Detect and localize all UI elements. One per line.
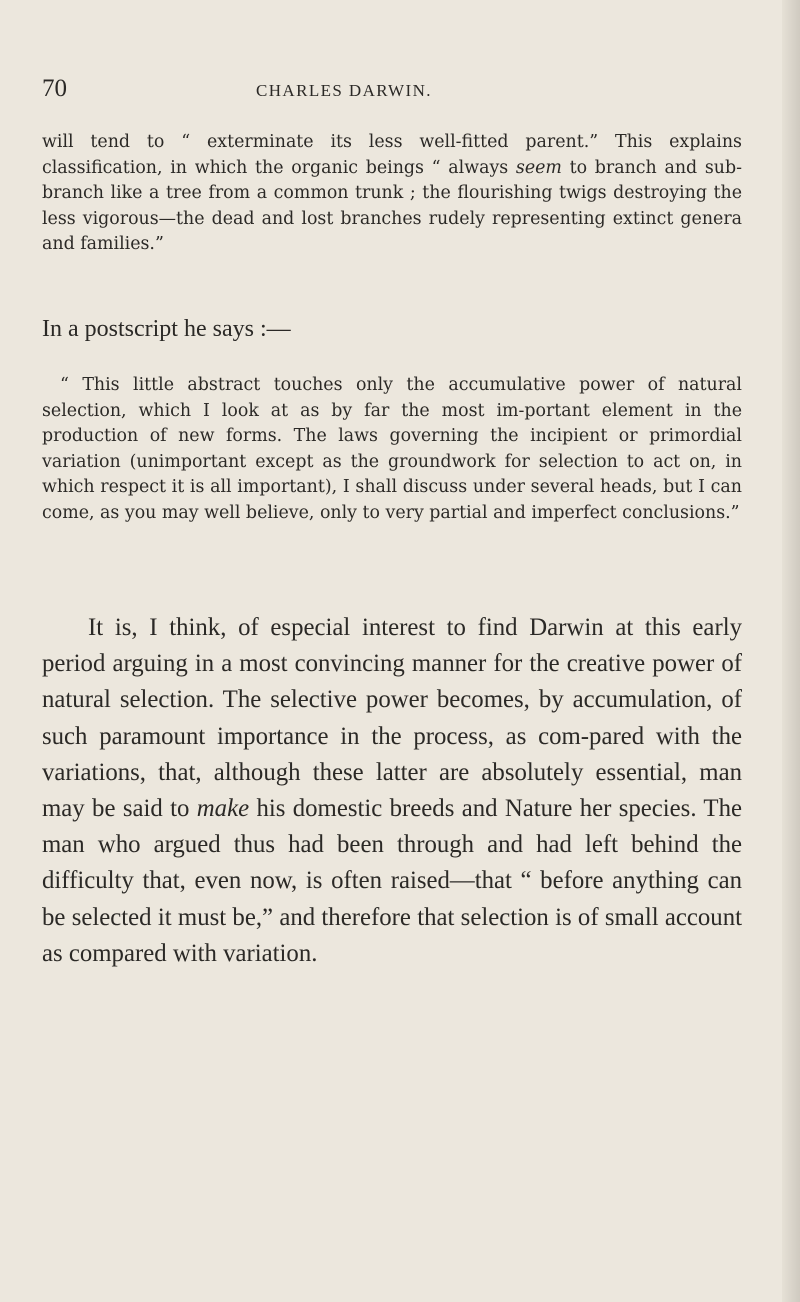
quote-text-start: will tend to “ exterminate its less well-fitted parent.” This explains classification, in which the organic beings “ always [42,132,742,178]
page-edge-shadow [782,0,800,1302]
page-header [42,74,742,104]
quote-italic-word: seem [515,157,562,178]
quoted-passage-postscript: “ This little abstract touches only the accumulative power of natural selection, which I look at as by far the most im-portant element in the production of new forms. The laws governing the incipient or primordial variation (unimportant except as the groundwork for selection to act on, in which respect it is all important), I shall discuss under several heads, but I can come, as you may well believe, only to very partial and imperfect conclusions.” [42,375,742,523]
body-italic-word: make [196,795,250,823]
postscript-intro: In a postscript he says :— [42,316,291,342]
quoted-passage-classification [42,130,742,258]
running-title: CHARLES DARWIN. [256,81,432,100]
quote-text-end: to branch and sub-branch like a tree from a common trunk ; the flourishing twigs destroying the less vigorous—the dead and lost branches rudely representing extinct genera and families.” [42,157,742,255]
body-paragraph [42,610,742,972]
body-text-end: his domestic breeds and Nature her species. The man who argued thus had been through and had left behind the difficulty that, even now, is often raised—that “ before anything can be selected it must be,” and therefore that selection is of small account as compared with variation. [42,795,742,967]
page-number: 70 [42,75,67,102]
body-text-start: It is, I think, of especial interest to find Darwin at this early period arguing in a most convincing manner for the creative power of natural selection. The selective power becomes, by accumulation, of such paramount importance in the process, as com-pared with the variations, that, although these latter are absolutely essential, man may be said to [42,614,742,823]
